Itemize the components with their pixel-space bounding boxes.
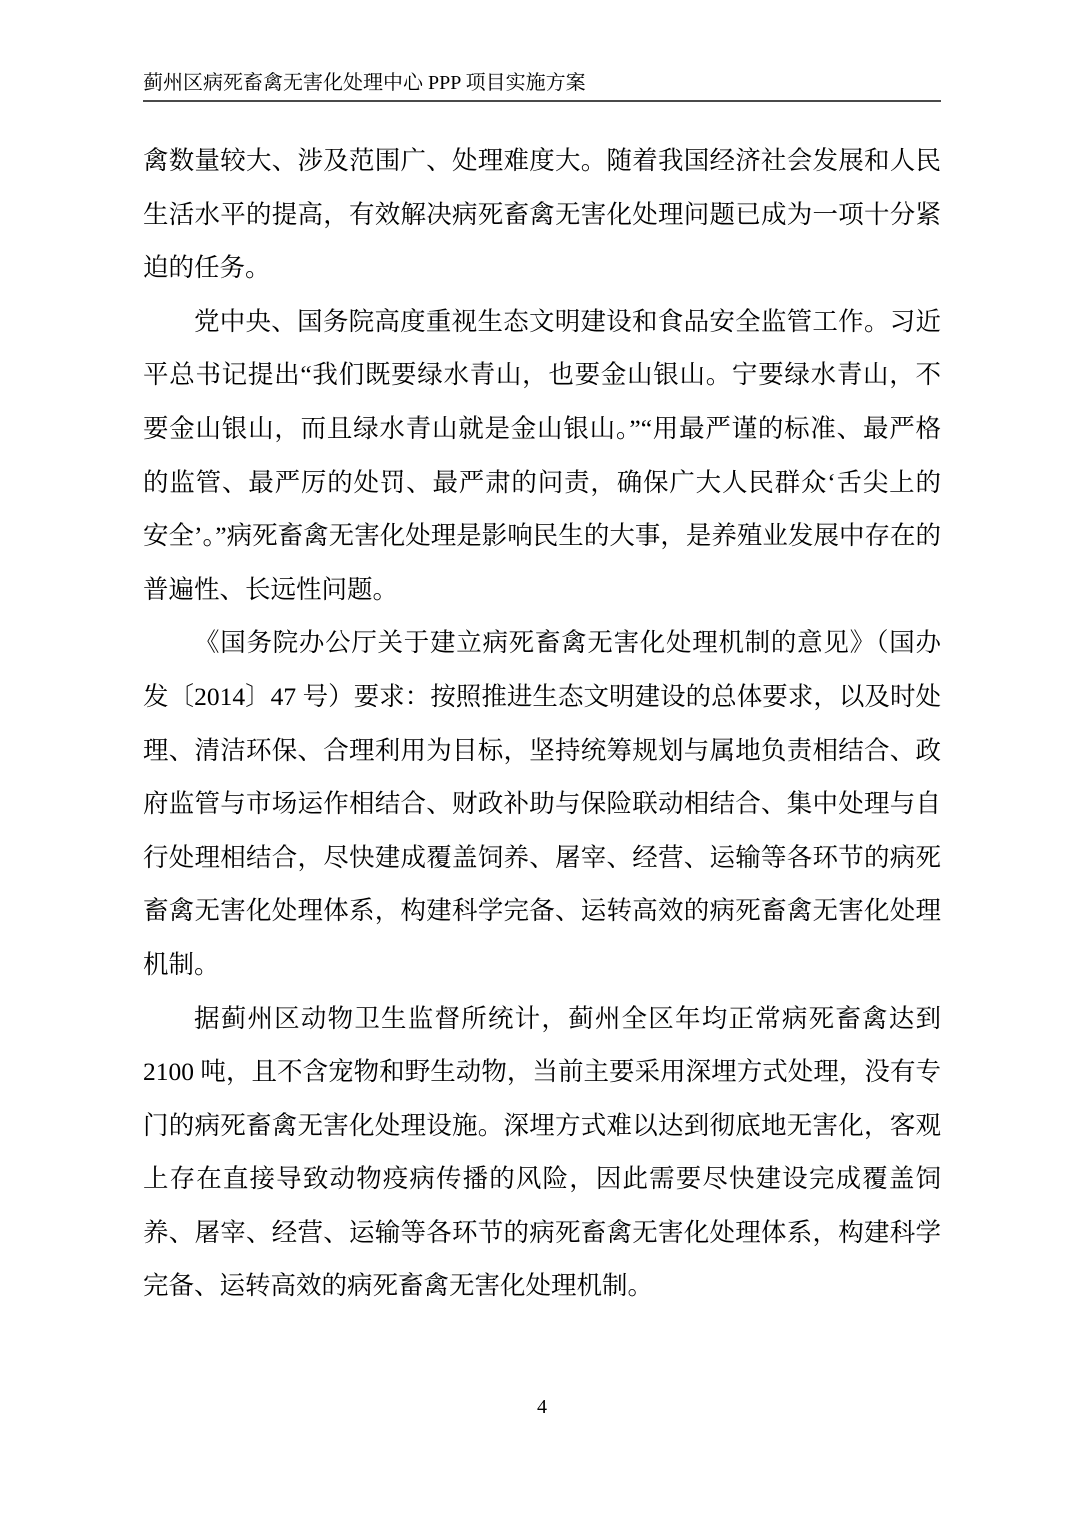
page-footer (143, 1394, 941, 1420)
document-body (143, 134, 941, 1313)
page-number: 4 (537, 1396, 547, 1418)
paragraph-policy-importance: 党中央、国务院高度重视生态文明建设和食品安全监管工作。习近平总书记提出“我们既要绿水青山，也要金山银山。宁要绿水青山，不要金山银山，而且绿水青山就是金山银山。”“用最严谨的标准、最严格的监管、最严厉的处罚、最严肃的问责，确保广大人民群众‘舌尖上的安全’。”病死畜禽无害化处理是影响民生的大事，是养殖业发展中存在的普遍性、长远性问题。 (143, 306, 941, 604)
paragraph-continuation: 禽数量较大、涉及范围广、处理难度大。随着我国经济社会发展和人民生活水平的提高，有效解决病死畜禽无害化处理问题已成为一项十分紧迫的任务。 (143, 146, 941, 283)
paragraph-state-council-opinion: 《国务院办公厅关于建立病死畜禽无害化处理机制的意见》（国办发〔2014〕47 号）要求：按照推进生态文明建设的总体要求，以及时处理、清洁环保、合理利用为目标，坚持统筹规划与属地负责相结合、政府监管与市场运作相结合、财政补助与保险联动相结合、集中处理与自行处理相结合，尽快建成覆盖饲养、屠宰、经营、运输等各环节的病死畜禽无害化处理体系，构建科学完备、运转高效的病死畜禽无害化处理机制。 (143, 628, 941, 979)
paragraph-jizhou-statistics: 据蓟州区动物卫生监督所统计，蓟州全区年均正常病死畜禽达到 2100 吨，且不含宠物和野生动物，当前主要采用深埋方式处理，没有专门的病死畜禽无害化处理设施。深埋方式难以达到彻底地无害化，客观上存在直接导致动物疫病传播的风险，因此需要尽快建设完成覆盖饲养、屠宰、经营、运输等各环节的病死畜禽无害化处理体系，构建科学完备、运转高效的病死畜禽无害化处理机制。 (143, 1003, 941, 1301)
header-title: 蓟州区病死畜禽无害化处理中心 PPP 项目实施方案 (143, 72, 586, 94)
page-header (143, 71, 941, 102)
